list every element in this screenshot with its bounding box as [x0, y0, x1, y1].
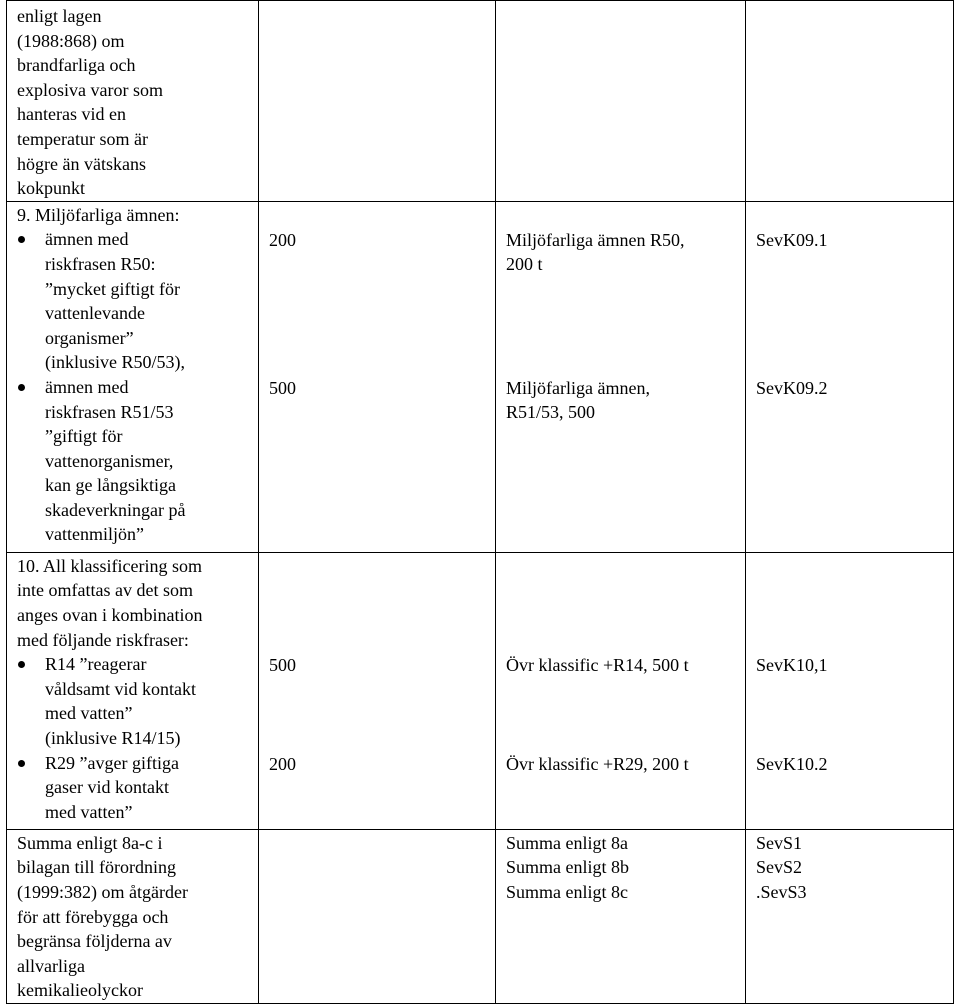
substance-cell	[7, 829, 259, 1003]
text-line: ”mycket giftigt för	[45, 278, 180, 299]
table-row	[7, 1, 954, 202]
designation-cell	[496, 201, 746, 552]
text-line: SevS2	[756, 857, 803, 878]
text-line: R29 ”avger giftiga	[45, 752, 179, 773]
text-line: enligt lagen	[17, 6, 102, 26]
designation-cell	[496, 829, 746, 1003]
table-row	[7, 201, 954, 552]
code-cell	[746, 201, 954, 552]
text-line: .SevS3	[756, 881, 807, 902]
text-line: temperatur som är	[17, 128, 148, 149]
table-row	[7, 552, 954, 829]
text-line: vattenlevande	[45, 303, 145, 324]
text-line: ”giftigt för	[45, 426, 123, 447]
text-line: Miljöfarliga ämnen,	[506, 377, 650, 398]
text-line: (inklusive R14/15)	[45, 727, 181, 748]
designation-text: Övr klassific +R14, 500 t	[506, 654, 689, 675]
text-line: (1999:382) om åtgärder	[17, 881, 188, 902]
bullet-icon	[18, 384, 25, 391]
section-heading	[7, 554, 258, 652]
bullet-item	[7, 227, 258, 375]
text-line: kan ge långsiktiga	[45, 475, 176, 496]
text-line: riskfrasen R50:	[45, 253, 156, 274]
text-line: Summa enligt 8a-c i	[17, 832, 163, 853]
quantity-value: 500	[269, 654, 296, 675]
quantity-cell	[259, 201, 496, 552]
text-line: Miljöfarliga ämnen R50,	[506, 229, 685, 250]
quantity-cell	[259, 552, 496, 829]
text-line: organismer”	[45, 327, 134, 348]
code-value: SevK09.1	[756, 229, 828, 250]
text-line: allvarliga	[17, 955, 85, 976]
text-line: brandfarliga och	[17, 55, 136, 76]
text-line: ämnen med	[45, 229, 129, 250]
bullet-item	[7, 652, 258, 750]
text-line: Summa enligt 8b	[506, 857, 629, 878]
text-line: kokpunkt	[17, 178, 86, 199]
designation-text	[506, 228, 684, 277]
text-line: för att förebygga och	[17, 906, 169, 927]
bullet-icon	[18, 236, 25, 243]
bullet-icon	[18, 760, 25, 767]
code-value: SevK10.2	[756, 753, 828, 774]
code-cell	[746, 1, 954, 202]
quantity-cell	[259, 829, 496, 1003]
designation-cell	[496, 1, 746, 202]
text-line: gaser vid kontakt	[45, 777, 169, 798]
code-cell	[746, 552, 954, 829]
quantity-cell	[259, 1, 496, 202]
bullet-item	[7, 375, 258, 547]
bullet-icon	[18, 661, 25, 668]
substance-cell	[7, 552, 259, 829]
text-line: bilagan till förordning	[17, 857, 176, 878]
text-line: med vatten”	[45, 703, 133, 724]
text-line: vattenmiljön”	[45, 524, 144, 545]
text-line: ämnen med	[45, 376, 129, 397]
code-value: SevK10,1	[756, 654, 828, 675]
quantity-value: 200	[269, 229, 296, 250]
substance-cell	[7, 201, 259, 552]
text-line: (inklusive R50/53),	[45, 352, 185, 373]
text-line: 10. All klassificering som	[17, 555, 202, 576]
table-row	[7, 829, 954, 1003]
text-line: SevS1	[756, 832, 803, 853]
text-line: riskfrasen R51/53	[45, 401, 174, 422]
text-line: inte omfattas av det som	[17, 580, 193, 601]
text-line: hanteras vid en	[17, 104, 126, 125]
text-line: (1988:868) om	[17, 30, 125, 51]
text-line: R51/53, 500	[506, 402, 596, 423]
text-line: med följande riskfraser:	[17, 629, 189, 650]
text-line: R14 ”reagerar	[45, 654, 147, 675]
designation-text	[506, 376, 650, 425]
code-cell	[746, 829, 954, 1003]
designation-cell	[496, 552, 746, 829]
quantity-value: 200	[269, 753, 296, 774]
substance-cell	[7, 1, 259, 202]
text-line: 200 t	[506, 254, 543, 275]
bullet-item	[7, 751, 258, 825]
text-line: anges ovan i kombination	[17, 604, 203, 625]
classification-table	[6, 0, 954, 1004]
quantity-value: 500	[269, 377, 296, 398]
designation-text: Övr klassific +R29, 200 t	[506, 753, 689, 774]
text-line: Summa enligt 8c	[506, 881, 628, 902]
text-line: våldsamt vid kontakt	[45, 678, 196, 699]
code-value: SevK09.2	[756, 377, 828, 398]
text-line: vattenorganismer,	[45, 450, 174, 471]
text-line: med vatten”	[45, 801, 133, 822]
text-line: explosiva varor som	[17, 79, 163, 100]
text-line: skadeverkningar på	[45, 499, 186, 520]
text-line: begränsa följderna av	[17, 931, 172, 952]
text-line: kemikalieolyckor	[17, 980, 143, 1001]
section-heading: 9. Miljöfarliga ämnen:	[17, 204, 180, 225]
text-line: Summa enligt 8a	[506, 832, 628, 853]
text-line: högre än vätskans	[17, 153, 146, 174]
